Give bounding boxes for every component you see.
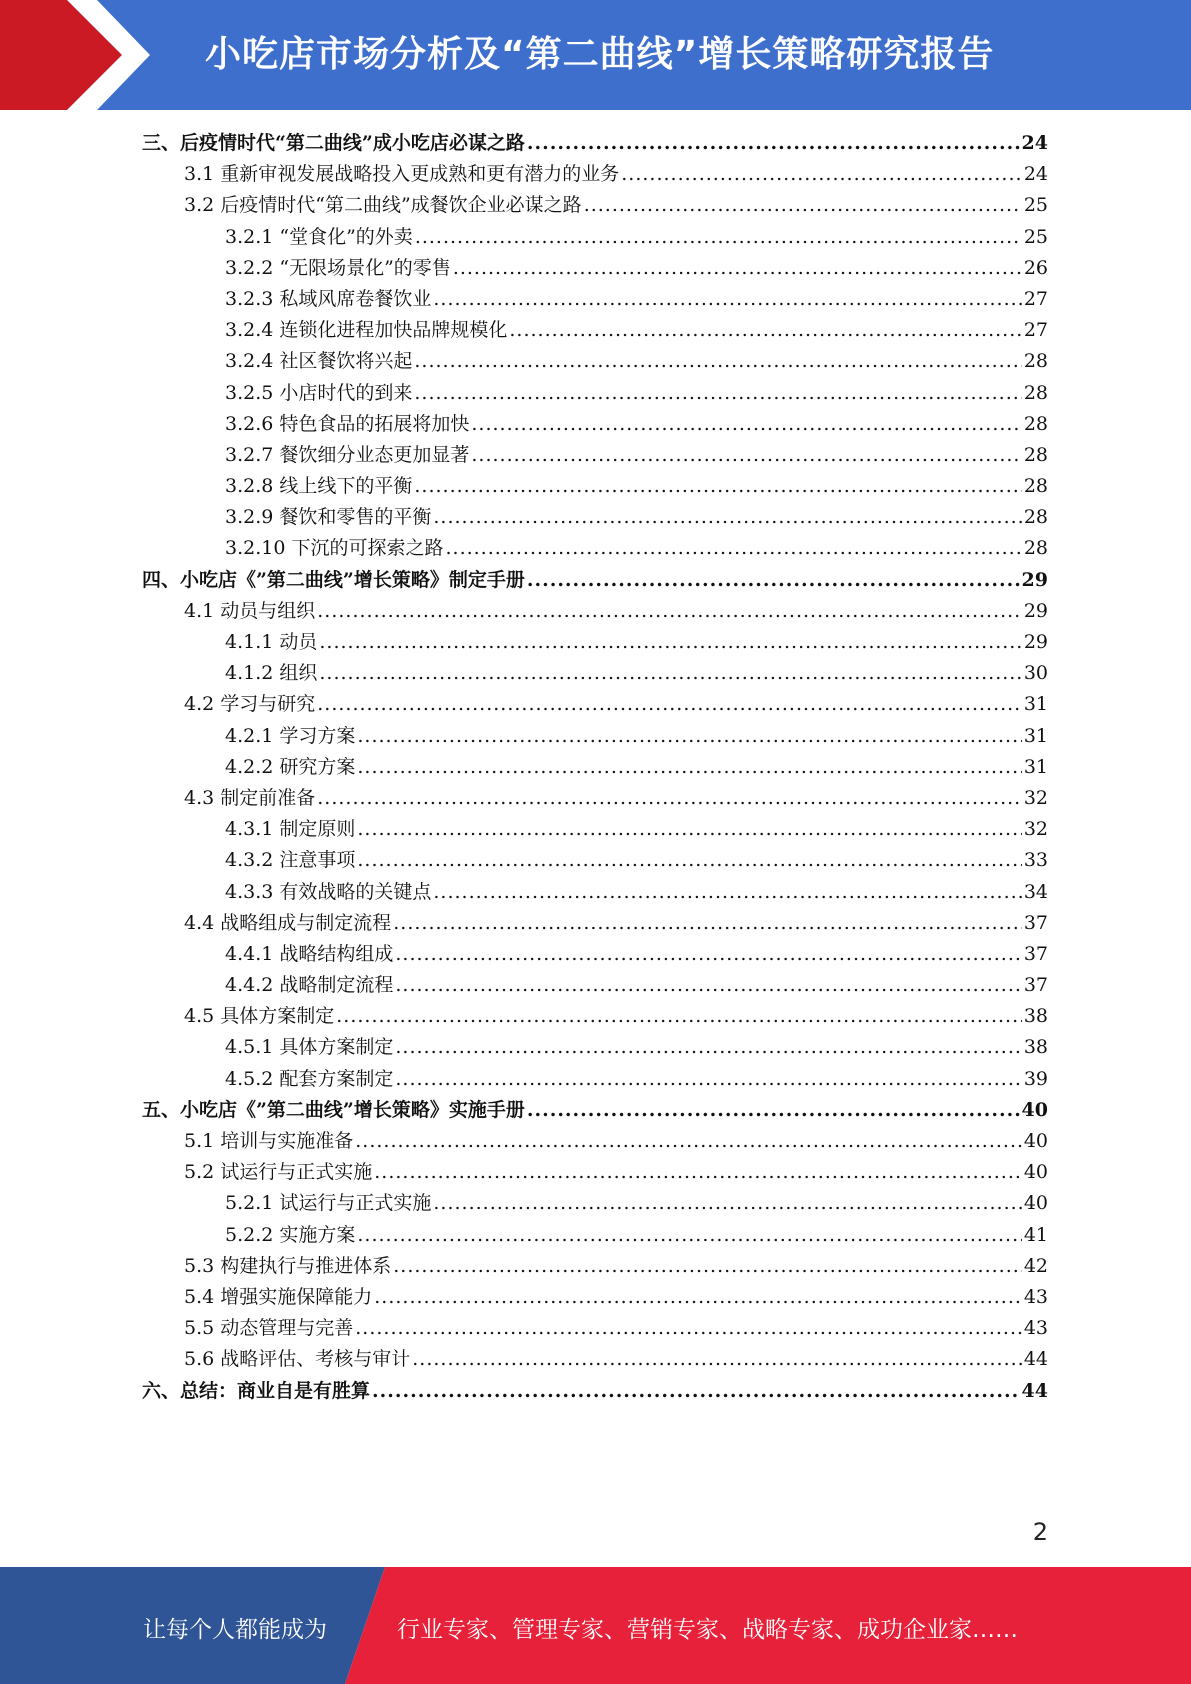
toc-entry[interactable] (142, 908, 1048, 939)
toc-entry-page: 40 (1023, 1130, 1048, 1152)
toc-entry-page: 40 (1023, 1192, 1048, 1215)
toc-entry[interactable] (142, 814, 1048, 845)
toc-dot-leader (317, 783, 1022, 814)
toc-entry[interactable] (142, 1188, 1048, 1219)
toc-entry-page: 43 (1023, 1285, 1048, 1308)
toc-entry-page: 38 (1023, 1036, 1048, 1059)
toc-entry[interactable] (142, 1032, 1048, 1063)
toc-entry-page: 25 (1023, 225, 1048, 248)
toc-entry[interactable] (142, 565, 1048, 596)
toc-entry-page: 28 (1023, 537, 1048, 560)
toc-dot-leader (412, 1344, 1022, 1375)
toc-dot-leader (395, 939, 1021, 970)
toc-dot-leader (415, 222, 1022, 253)
toc-entry-label: 4.3 制定前准备 (184, 786, 316, 809)
toc-dot-leader (317, 596, 1022, 627)
toc-dot-leader (395, 1064, 1021, 1095)
toc-entry[interactable] (142, 658, 1048, 689)
toc-entry-page: 25 (1023, 194, 1048, 217)
toc-entry-label: 4.3.1 制定原则 (225, 818, 356, 841)
toc-entry-page: 26 (1023, 256, 1048, 279)
toc-dot-leader (414, 346, 1021, 377)
toc-entry-label: 3.2.8 线上线下的平衡 (225, 475, 413, 498)
toc-dot-leader (527, 1095, 1020, 1126)
toc-entry[interactable] (142, 1064, 1048, 1095)
table-of-contents (142, 128, 1048, 1407)
toc-dot-leader (433, 284, 1021, 315)
toc-entry[interactable] (142, 533, 1048, 564)
toc-entry-label: 4.1.1 动员 (225, 631, 318, 653)
toc-entry-page: 24 (1021, 132, 1048, 154)
toc-entry[interactable] (142, 939, 1048, 970)
toc-entry-page: 31 (1023, 724, 1048, 747)
toc-entry-label: 四、小吃店《”第二曲线”增长策略》制定手册 (142, 568, 525, 591)
toc-entry-label: 4.4.2 战略制定流程 (225, 974, 394, 997)
toc-entry-label: 4.1.2 组织 (225, 662, 318, 685)
toc-dot-leader (471, 440, 1021, 471)
toc-dot-leader (357, 814, 1021, 845)
toc-entry-page: 38 (1023, 1005, 1048, 1028)
toc-entry-label: 5.4 增强实施保障能力 (184, 1285, 373, 1308)
toc-entry-label: 4.4.1 战略结构组成 (225, 942, 394, 965)
toc-entry[interactable] (142, 159, 1048, 190)
toc-entry-label: 4.5.2 配套方案制定 (225, 1067, 394, 1090)
toc-entry-label: 4.2.1 学习方案 (225, 724, 356, 747)
toc-entry-label: 六、总结：商业自是有胜算 (142, 1379, 371, 1402)
toc-dot-leader (433, 877, 1021, 908)
toc-entry[interactable] (142, 689, 1048, 720)
toc-entry-label: 3.2.5 小店时代的到来 (225, 381, 413, 404)
toc-entry[interactable] (142, 970, 1048, 1001)
toc-entry[interactable] (142, 1095, 1048, 1126)
toc-entry-label: 3.2 后疫情时代“第二曲线”成餐饮企业必谋之路 (184, 194, 582, 217)
toc-entry[interactable] (142, 409, 1048, 440)
toc-entry[interactable] (142, 471, 1048, 502)
page-number: 2 (1032, 1518, 1048, 1546)
toc-dot-leader (527, 565, 1020, 596)
toc-entry-page: 28 (1023, 381, 1048, 404)
toc-entry[interactable] (142, 1220, 1048, 1251)
toc-entry-label: 4.5 具体方案制定 (184, 1005, 335, 1028)
toc-dot-leader (393, 1251, 1022, 1282)
toc-entry[interactable] (142, 845, 1048, 876)
toc-entry[interactable] (142, 721, 1048, 752)
toc-entry-label: 3.2.4 连锁化进程加快品牌规模化 (225, 319, 508, 342)
footer-roles: 行业专家、管理专家、营销专家、战略专家、成功企业家…… (397, 1617, 1018, 1643)
toc-entry-page: 42 (1023, 1254, 1048, 1277)
toc-entry[interactable] (142, 1313, 1048, 1344)
toc-dot-leader (319, 627, 1021, 658)
toc-entry-page: 40 (1021, 1098, 1048, 1121)
toc-entry-label: 3.2.6 特色食品的拓展将加快 (225, 412, 470, 435)
toc-entry-label: 三、后疫情时代“第二曲线”成小吃店必谋之路 (142, 132, 525, 154)
toc-entry[interactable] (142, 378, 1048, 409)
toc-dot-leader (372, 1376, 1020, 1407)
toc-entry[interactable] (142, 1001, 1048, 1032)
toc-entry-page: 24 (1023, 163, 1048, 186)
toc-entry[interactable] (142, 253, 1048, 284)
toc-entry[interactable] (142, 222, 1048, 253)
toc-dot-leader (357, 845, 1021, 876)
toc-entry-label: 4.1 动员与组织 (184, 599, 316, 622)
toc-dot-leader (445, 533, 1021, 564)
toc-entry[interactable] (142, 440, 1048, 471)
toc-dot-leader (374, 1157, 1022, 1188)
toc-entry-label: 3.1 重新审视发展战略投入更成熟和更有潜力的业务 (184, 163, 620, 186)
toc-entry-page: 28 (1023, 350, 1048, 373)
page-header (0, 0, 1191, 110)
toc-dot-leader (355, 1313, 1022, 1344)
toc-entry-page: 33 (1023, 849, 1048, 872)
report-title: 小吃店市场分析及“第二曲线”增长策略研究报告 (205, 34, 995, 75)
toc-entry-page: 37 (1023, 974, 1048, 997)
toc-dot-leader (433, 1188, 1021, 1219)
toc-dot-leader (471, 409, 1021, 440)
toc-entry-page: 29 (1021, 568, 1048, 591)
toc-dot-leader (509, 315, 1021, 346)
toc-entry[interactable] (142, 596, 1048, 627)
toc-entry[interactable] (142, 1126, 1048, 1157)
toc-dot-leader (395, 970, 1021, 1001)
toc-entry-label: 3.2.2 “无限场景化”的零售 (225, 256, 451, 279)
toc-entry[interactable] (142, 1376, 1048, 1407)
toc-dot-leader (584, 190, 1022, 221)
toc-entry-page: 28 (1023, 412, 1048, 435)
toc-entry[interactable] (142, 1344, 1048, 1375)
toc-entry-page: 28 (1023, 506, 1048, 529)
toc-dot-leader (395, 1032, 1021, 1063)
toc-entry-page: 32 (1023, 818, 1048, 841)
toc-dot-leader (433, 502, 1021, 533)
toc-dot-leader (374, 1282, 1022, 1313)
toc-entry[interactable] (142, 190, 1048, 221)
toc-entry[interactable] (142, 752, 1048, 783)
toc-dot-leader (319, 658, 1021, 689)
toc-entry-label: 4.2.2 研究方案 (225, 755, 356, 778)
toc-entry-label: 4.5.1 具体方案制定 (225, 1036, 394, 1059)
toc-entry-page: 39 (1023, 1067, 1048, 1090)
toc-entry-label: 4.3.3 有效战略的关键点 (225, 880, 432, 903)
toc-entry-label: 5.2 试运行与正式实施 (184, 1161, 373, 1184)
toc-entry-page: 32 (1023, 786, 1048, 809)
toc-entry-label: 5.1 培训与实施准备 (184, 1130, 354, 1152)
toc-entry-label: 4.4 战略组成与制定流程 (184, 911, 392, 934)
toc-dot-leader (453, 253, 1022, 284)
toc-entry-label: 五、小吃店《”第二曲线”增长策略》实施手册 (142, 1098, 525, 1121)
toc-entry-label: 4.2 学习与研究 (184, 693, 316, 716)
toc-entry-page: 28 (1023, 475, 1048, 498)
toc-dot-leader (527, 128, 1020, 159)
footer-slogan: 让每个人都能成为 (143, 1617, 327, 1643)
toc-entry-label: 5.2.2 实施方案 (225, 1223, 356, 1246)
toc-entry-label: 4.3.2 注意事项 (225, 849, 356, 872)
toc-entry-page: 27 (1023, 287, 1048, 310)
toc-entry[interactable] (142, 315, 1048, 346)
toc-dot-leader (357, 721, 1021, 752)
toc-entry-label: 5.5 动态管理与完善 (184, 1317, 354, 1340)
toc-entry-page: 43 (1023, 1317, 1048, 1340)
toc-dot-leader (357, 752, 1021, 783)
toc-entry[interactable] (142, 627, 1048, 658)
toc-entry[interactable] (142, 1251, 1048, 1282)
toc-entry-page: 28 (1023, 443, 1048, 466)
toc-entry-label: 5.3 构建执行与推进体系 (184, 1254, 392, 1277)
page-footer (0, 1567, 1191, 1684)
toc-dot-leader (414, 378, 1021, 409)
toc-dot-leader (357, 1220, 1021, 1251)
toc-entry-label: 5.2.1 试运行与正式实施 (225, 1192, 432, 1215)
toc-dot-leader (317, 689, 1022, 720)
toc-entry-page: 44 (1023, 1348, 1048, 1371)
toc-entry[interactable] (142, 346, 1048, 377)
toc-entry-page: 34 (1023, 880, 1048, 903)
toc-dot-leader (393, 908, 1022, 939)
toc-dot-leader (355, 1126, 1022, 1157)
toc-entry-label: 3.2.9 餐饮和零售的平衡 (225, 506, 432, 529)
toc-entry-page: 30 (1023, 662, 1048, 685)
toc-entry-page: 31 (1023, 755, 1048, 778)
toc-entry-label: 3.2.1 “堂食化”的外卖 (225, 225, 413, 248)
toc-entry-page: 44 (1021, 1379, 1048, 1402)
toc-entry-label: 3.2.3 私域风席卷餐饮业 (225, 287, 432, 310)
toc-entry-page: 27 (1023, 319, 1048, 342)
toc-entry-page: 41 (1023, 1223, 1048, 1246)
toc-entry[interactable] (142, 1157, 1048, 1188)
toc-entry-page: 37 (1023, 911, 1048, 934)
toc-entry[interactable] (142, 1282, 1048, 1313)
toc-entry-page: 29 (1023, 631, 1048, 653)
toc-entry-page: 40 (1023, 1161, 1048, 1184)
toc-entry[interactable] (142, 502, 1048, 533)
toc-entry[interactable] (142, 783, 1048, 814)
toc-entry-page: 31 (1023, 693, 1048, 716)
toc-dot-leader (414, 471, 1021, 502)
toc-dot-leader (621, 159, 1022, 190)
toc-entry-label: 5.6 战略评估、考核与审计 (184, 1348, 411, 1371)
toc-entry[interactable] (142, 877, 1048, 908)
toc-entry-page: 37 (1023, 942, 1048, 965)
toc-entry-label: 3.2.7 餐饮细分业态更加显著 (225, 443, 470, 466)
toc-entry[interactable] (142, 284, 1048, 315)
toc-entry-page: 29 (1023, 599, 1048, 622)
toc-entry-label: 3.2.10 下沉的可探索之路 (225, 537, 444, 560)
toc-entry-label: 3.2.4 社区餐饮将兴起 (225, 350, 413, 373)
toc-dot-leader (336, 1001, 1022, 1032)
toc-entry[interactable] (142, 128, 1048, 159)
